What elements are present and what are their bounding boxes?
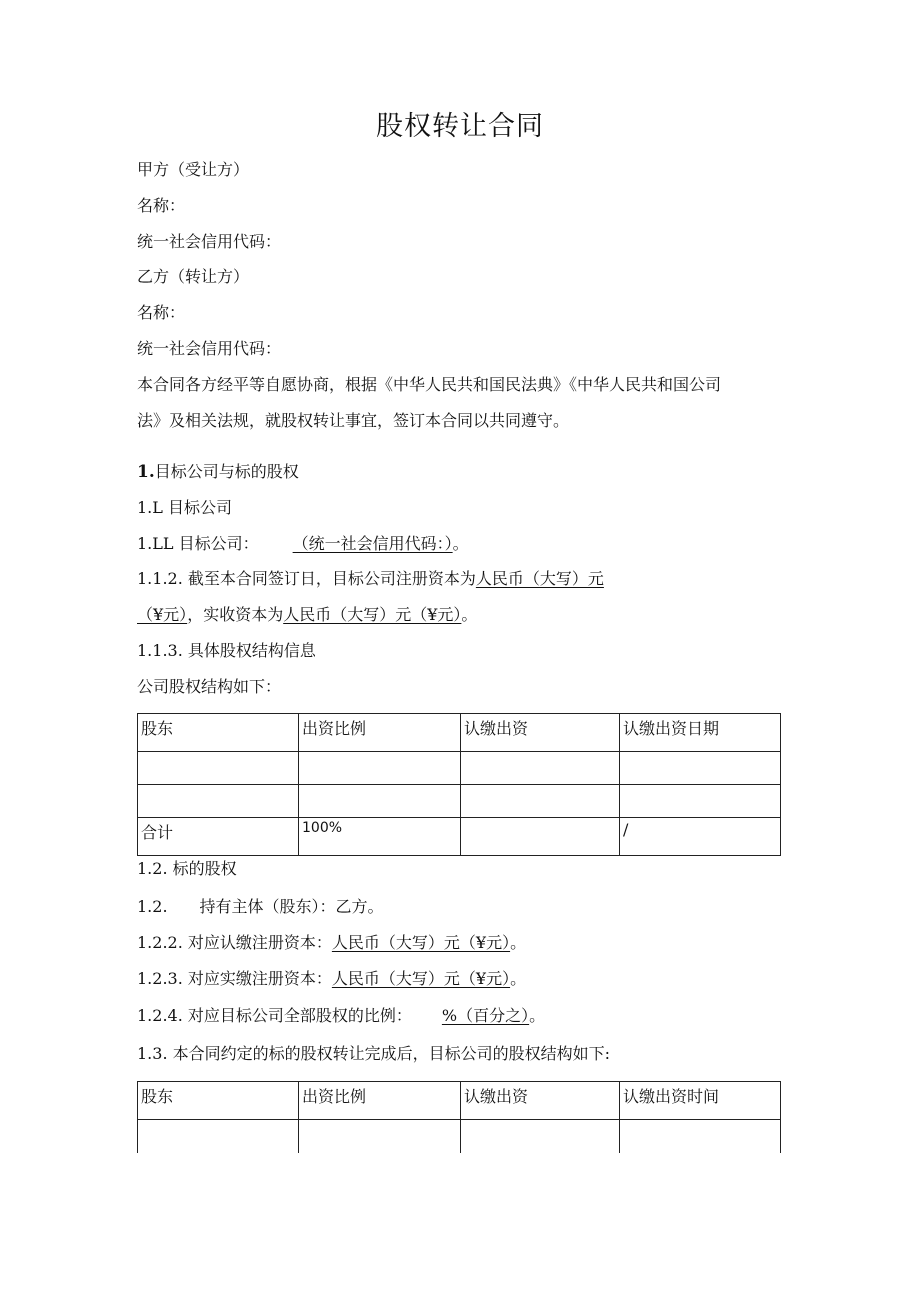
clause-1-3: 1.3. 本合同约定的标的股权转让完成后，目标公司的股权结构如下:: [137, 1044, 611, 1063]
equity-percent-blank: %（百分之）: [441, 1006, 530, 1025]
clause-1-2-4: [137, 1005, 545, 1027]
table-row: [138, 1120, 781, 1153]
table-cell: 100%: [299, 818, 461, 856]
section-1-number: 1.: [137, 462, 155, 482]
table-row: [138, 752, 781, 785]
table-cell: [138, 752, 299, 785]
clause-1-1-2-mid: ，实收资本为: [187, 605, 284, 624]
party-b-code-label: 统一社会信用代码：: [137, 339, 282, 358]
table-cell: [299, 785, 461, 818]
clause-1-2-3-prefix: 1.2.3. 对应实缴注册资本：: [137, 969, 332, 988]
table-cell: [461, 818, 620, 856]
clause-1-2-3-suffix: 。: [510, 969, 527, 988]
clause-1-2-2-suffix: 。: [510, 933, 527, 952]
post-transfer-equity-table: [137, 1081, 781, 1153]
clause-1-1-2: [137, 568, 604, 590]
clause-1-1-1-prefix: 1.LL 目标公司：: [137, 534, 259, 553]
table-cell: [461, 1120, 620, 1153]
table-cell: [620, 785, 781, 818]
table-header-cell: 股东: [138, 714, 299, 752]
party-a-heading: 甲方（受让方）: [137, 160, 250, 179]
clause-1-2-3: [137, 968, 526, 990]
table-cell: [299, 752, 461, 785]
table-cell: 合计: [138, 818, 299, 856]
party-b-name-label: 名称：: [137, 303, 186, 322]
table-cell: [299, 1120, 461, 1153]
party-a-code-label: 统一社会信用代码：: [137, 232, 282, 251]
clause-1-2-2-prefix: 1.2.2. 对应认缴注册资本：: [137, 933, 332, 952]
table-header-row: [138, 714, 781, 752]
paid-in-capital-blank: 人民币（大写）元（¥元）: [331, 969, 511, 988]
paid-capital-blank: 人民币（大写）元（¥元）: [283, 605, 462, 624]
table-header-cell: 认缴出资: [461, 1082, 620, 1120]
clause-1-1-1-suffix: 。: [452, 534, 469, 553]
clause-1-2-4-suffix: 。: [529, 1006, 546, 1025]
clause-1-1-3: 1.1.3. 具体股权结构信息: [137, 641, 316, 660]
section-1-heading: [137, 461, 299, 483]
clause-1-2-1-text: 持有主体（股东）：乙方。: [199, 897, 384, 916]
registered-capital-yuan-blank: （¥元）: [137, 605, 188, 624]
party-a-name-label: 名称：: [137, 196, 186, 215]
table-header-cell: 出资比例: [299, 1082, 461, 1120]
clause-1-2-1: [137, 896, 384, 918]
table-cell: [138, 785, 299, 818]
table-cell: [620, 752, 781, 785]
clause-1-2: 1.2. 标的股权: [137, 859, 237, 878]
table-cell: [461, 752, 620, 785]
table-header-row: [138, 1082, 781, 1120]
table-1-intro: 公司股权结构如下：: [137, 677, 282, 696]
table-cell: [461, 785, 620, 818]
clause-1-2-4-prefix: 1.2.4. 对应目标公司全部股权的比例：: [137, 1006, 412, 1025]
clause-1-1-2-cont: [137, 604, 477, 626]
preamble-line-2: 法》及相关法规，就股权转让事宜，签订本合同以共同遵守。: [137, 411, 570, 430]
equity-structure-table: [137, 713, 781, 856]
table-header-cell: 股东: [138, 1082, 299, 1120]
company-code-blank: （统一社会信用代码：）: [292, 534, 453, 553]
table-header-cell: 认缴出资: [461, 714, 620, 752]
table-row: [138, 785, 781, 818]
clause-1-2-1-number: 1.2.: [137, 897, 168, 916]
section-1-title: 目标公司与标的股权: [154, 462, 299, 481]
table-cell: [138, 1120, 299, 1153]
subscribed-capital-blank: 人民币（大写）元（¥元）: [331, 933, 511, 952]
party-b-heading: 乙方（转让方）: [137, 267, 250, 286]
clause-1-1: 1.L 目标公司: [137, 498, 232, 517]
table-total-row: [138, 818, 781, 856]
registered-capital-blank: 人民币（大写）元: [475, 569, 604, 588]
table-cell: /: [620, 818, 781, 856]
preamble-line-1: 本合同各方经平等自愿协商，根据《中华人民共和国民法典》《中华人民共和国公司: [137, 375, 722, 394]
document-title: 股权转让合同: [376, 111, 544, 142]
clause-1-1-2-prefix: 1.1.2. 截至本合同签订日，目标公司注册资本为: [137, 569, 476, 588]
table-cell: [620, 1120, 781, 1153]
clause-1-2-2: [137, 932, 526, 954]
table-header-cell: 出资比例: [299, 714, 461, 752]
table-header-cell: 认缴出资时间: [620, 1082, 781, 1120]
clause-1-1-1: [137, 533, 469, 555]
table-header-cell: 认缴出资日期: [620, 714, 781, 752]
clause-1-1-2-suffix: 。: [461, 605, 478, 624]
